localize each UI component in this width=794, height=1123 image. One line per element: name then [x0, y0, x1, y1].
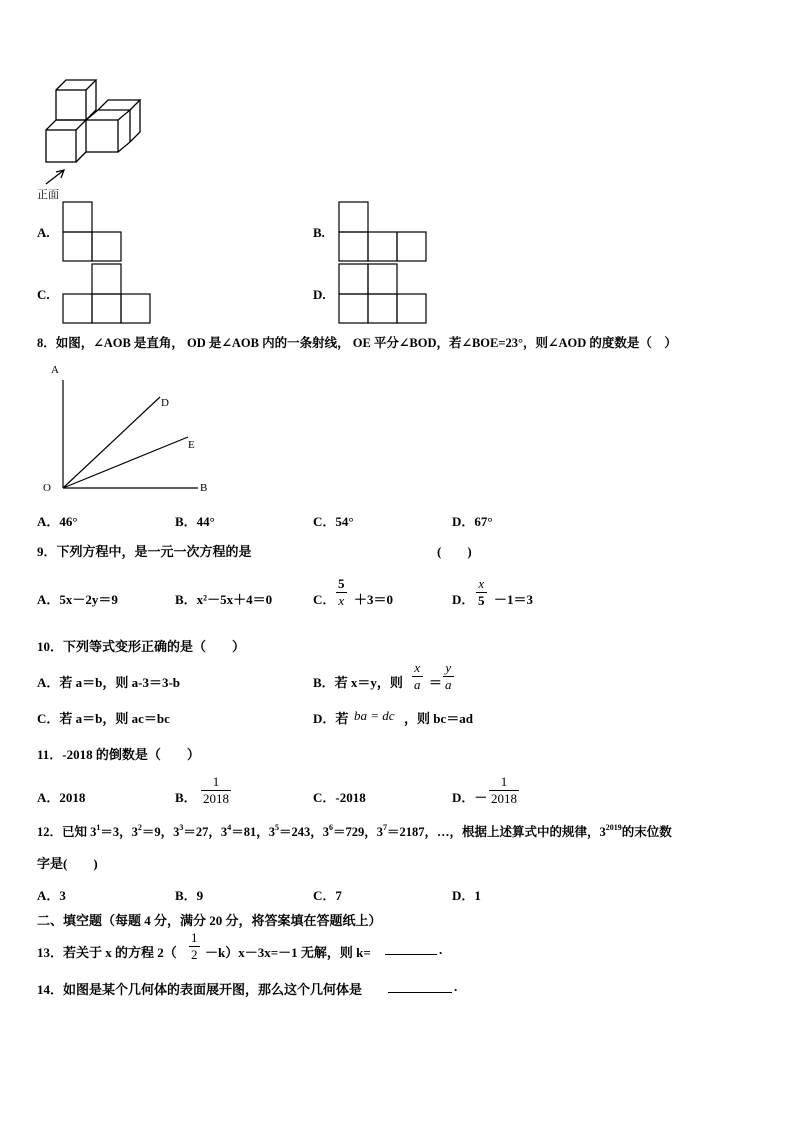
q10-option-b-fraction-left	[412, 660, 423, 693]
q7-option-c-figure	[62, 263, 152, 325]
fraction-numerator: 5	[338, 576, 345, 591]
q7-option-a-label[interactable]: A.	[37, 225, 50, 240]
q13-answer-blank[interactable]	[385, 954, 437, 955]
q14-text: 14．如图是某个几何体的表面展开图，那么这个几何体是	[37, 982, 363, 997]
point-a-label: A	[51, 364, 59, 376]
q13-pre: 13．若关于 x 的方程 2（	[37, 945, 177, 960]
q8-option-b[interactable]: B．44°	[175, 514, 215, 529]
q10-option-d-post: ，则 bc＝ad	[404, 711, 473, 726]
q10-option-a[interactable]: A．若 a＝b，则 a-3＝3-b	[37, 675, 181, 690]
q7-option-d-label[interactable]: D.	[313, 287, 326, 302]
angle-figure	[38, 358, 218, 500]
q10-option-d-math: ba = dc	[354, 708, 395, 723]
fraction-denominator: 2018	[203, 791, 229, 806]
point-d-label: D	[161, 397, 169, 409]
q12-line2: 字是( )	[37, 856, 98, 871]
q11-option-d-fraction	[489, 774, 519, 807]
q10-stem: 10．下列等式变形正确的是（ ）	[37, 639, 246, 654]
q11-option-d-label[interactable]: D．－	[452, 790, 488, 805]
fraction-denominator: 5	[478, 593, 485, 608]
q9-option-d-fraction	[476, 576, 487, 609]
fraction-numerator: y	[445, 660, 452, 675]
fraction-numerator: x	[414, 660, 421, 675]
q9-option-c-label[interactable]: C．	[313, 592, 336, 607]
q7-option-d-figure	[338, 263, 428, 325]
q7-option-c-label[interactable]: C.	[37, 287, 50, 302]
q9-option-b[interactable]: B．x²－5x＋4＝0	[175, 592, 273, 607]
q11-stem: 11．-2018 的倒数是（ ）	[37, 747, 200, 762]
q13-post: －k）x－3x=－1 无解，则 k=	[205, 945, 371, 960]
point-e-label: E	[188, 439, 195, 451]
q9-option-a[interactable]: A．5x－2y＝9	[37, 592, 118, 607]
fraction-numerator: x	[478, 576, 485, 591]
fraction-numerator: 1	[212, 774, 220, 789]
q12-option-c[interactable]: C．7	[313, 888, 342, 903]
q11-option-c[interactable]: C．-2018	[313, 790, 366, 805]
q13-end: .	[439, 942, 443, 957]
q10-option-b-fraction-right	[443, 660, 454, 693]
q12-option-d[interactable]: D．1	[452, 888, 481, 903]
fraction-denominator: x	[336, 592, 347, 609]
q7-option-a-figure	[62, 201, 124, 263]
q12-option-b[interactable]: B．9	[175, 888, 204, 903]
q11-option-a[interactable]: A．2018	[37, 790, 86, 805]
point-o-label: O	[43, 482, 51, 494]
q8-option-d[interactable]: D．67°	[452, 514, 493, 529]
fraction-denominator: 2018	[491, 791, 517, 806]
q10-option-b-text[interactable]: B．若 x＝y，则	[313, 675, 403, 690]
q14-answer-blank[interactable]	[388, 992, 452, 993]
q12-option-a[interactable]: A．3	[37, 888, 66, 903]
q10-option-d-pre[interactable]: D．若	[313, 711, 349, 726]
fraction-numerator: 1	[191, 930, 198, 945]
q14-end: .	[454, 979, 458, 994]
q10-option-b-equals: ＝	[429, 675, 443, 690]
section-heading: 二、填空题（每题 4 分，满分 20 分，将答案填在答题纸上）	[37, 913, 382, 928]
q8-stem: 8．如图，∠AOB 是直角， OD 是∠AOB 内的一条射线， OE 平分∠BOD，若∠BOE=23°，则∠AOD 的度数是（ ）	[37, 336, 677, 350]
fraction-denominator: a	[445, 677, 452, 692]
cube-stack-figure	[36, 72, 146, 202]
q13-fraction	[189, 930, 200, 963]
q7-option-b-figure	[338, 201, 428, 263]
fraction-numerator: 1	[500, 774, 508, 789]
fraction-denominator: 2	[191, 947, 198, 962]
front-label: 正面	[37, 188, 59, 201]
q12-line1: 12．已知 $3^1=3$，$3^2=9$，$3^3=27$，$3^4=81$，$3^5=243$，$3^6=729$，$3^7=2187$，…，根据上述算式中的规律，$3^{2019}$的末位数	[37, 823, 672, 839]
q11-option-b-fraction	[201, 774, 231, 807]
q10-option-c[interactable]: C．若 a＝b，则 ac＝bc	[37, 711, 170, 726]
q9-option-d-label[interactable]: D．	[452, 592, 475, 607]
q7-option-b-label[interactable]: B.	[313, 225, 325, 240]
point-b-label: B	[200, 482, 208, 494]
fraction-denominator: a	[414, 677, 421, 692]
q9-option-d-tail: －1＝3	[494, 592, 534, 607]
q11-option-b-label[interactable]: B．	[175, 790, 197, 805]
q9-stem: 9．下列方程中，是一元一次方程的是	[37, 544, 252, 559]
q9-answer-paren: ( )	[437, 544, 472, 559]
q8-option-a[interactable]: A．46°	[37, 514, 78, 529]
q9-option-c-tail: ＋3＝0	[354, 592, 394, 607]
q8-option-c[interactable]: C．54°	[313, 514, 354, 529]
q9-option-c-fraction	[336, 576, 347, 609]
